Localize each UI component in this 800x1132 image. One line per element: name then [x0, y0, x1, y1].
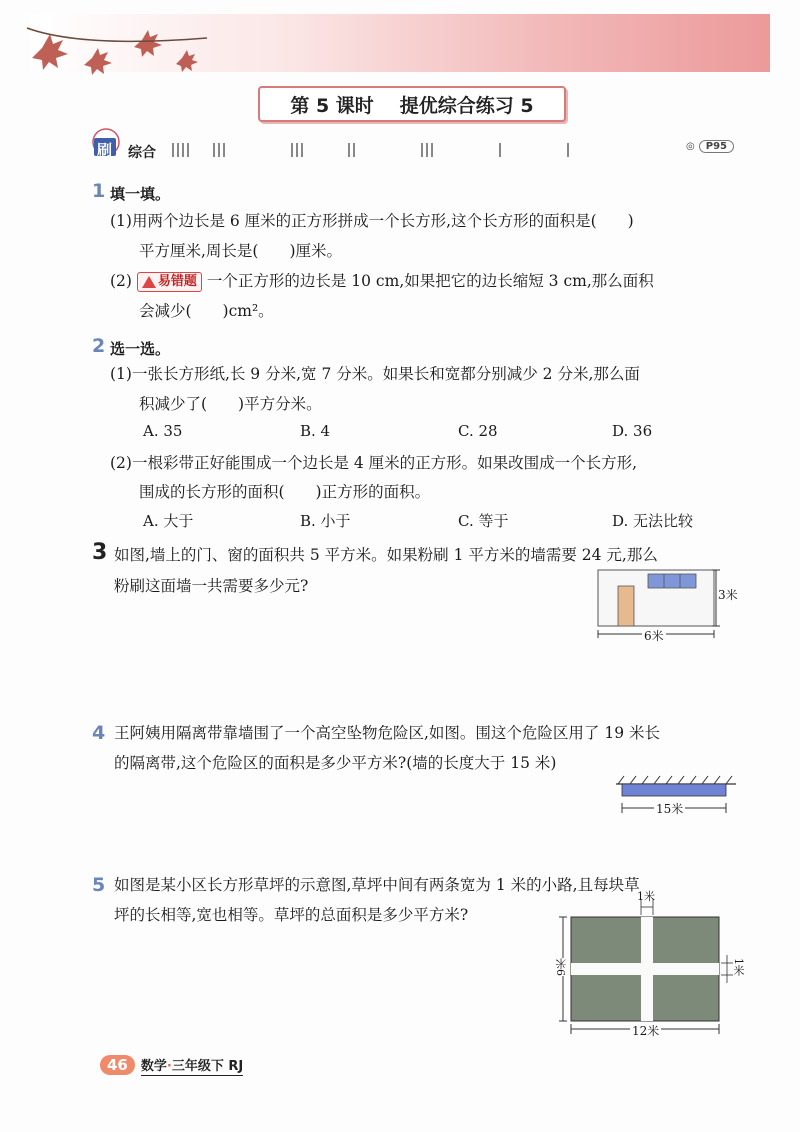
- q2-sub2-line2: 围成的长方形的面积( )正方形的面积。: [139, 483, 431, 501]
- book-icon: ◎: [686, 141, 695, 152]
- question-1-number: 1: [92, 180, 106, 202]
- q2-sub2-option-d: D. 无法比较: [612, 512, 694, 530]
- page-number: 46: [100, 1055, 135, 1075]
- question-4-number: 4: [92, 722, 106, 744]
- door-shape: [618, 586, 634, 626]
- path-right-width-label: 1米: [732, 958, 745, 976]
- q2-sub2-option-a: A. 大于: [143, 512, 194, 530]
- q1-sub2-line2: 会减少( )cm²。: [139, 302, 274, 320]
- wall-width-label: 6米: [644, 629, 664, 643]
- shua-icon-char: 刷: [97, 141, 113, 159]
- danger-zone-shape: [622, 784, 726, 796]
- grade-label: 三年级下: [171, 1058, 224, 1074]
- lawn-height-label: 9米: [555, 958, 568, 976]
- path-top-width-label: 1米: [637, 890, 655, 903]
- q2-sub1-option-c: C. 28: [458, 422, 498, 440]
- q1-sub2-text: 一个正方形的边长是 10 cm,如果把它的边长缩短 3 cm,那么面积: [206, 272, 654, 290]
- tick-marks-decoration: [172, 143, 569, 157]
- q1-sub2-prefix: (2): [110, 272, 132, 290]
- q4-line2: 的隔离带,这个危险区的面积是多少平方米?(墙的长度大于 15 米): [114, 754, 557, 772]
- section-label: 综合: [128, 145, 156, 161]
- horizontal-path: [571, 963, 719, 975]
- error-prone-badge: [137, 272, 202, 292]
- page-footer: [100, 1050, 243, 1080]
- warning-icon: [142, 276, 156, 288]
- edition-label: RJ: [228, 1058, 244, 1074]
- question-2-title: 选一选。: [110, 340, 171, 358]
- q2-sub2-line1: (2)一根彩带正好能围成一个边长是 4 厘米的正方形。如果改围成一个长方形,: [110, 454, 638, 472]
- lawn-width-label: 12米: [632, 1024, 660, 1038]
- answer-page-reference: [686, 140, 734, 153]
- lesson-title: [258, 86, 566, 122]
- q2-sub1-option-d: D. 36: [612, 422, 653, 440]
- danger-zone-width-label: 15米: [656, 802, 684, 816]
- q1-sub1-line2: 平方厘米,周长是( )厘米。: [139, 242, 343, 260]
- lesson-number: 第 5 课时: [290, 94, 374, 117]
- maple-leaves-decoration: [22, 18, 212, 88]
- q5-line2: 坪的长相等,宽也相等。草坪的总面积是多少平方米?: [114, 906, 469, 924]
- q2-sub1-option-b: B. 4: [300, 422, 331, 440]
- wall-diagram: [592, 566, 742, 650]
- question-5-number: 5: [92, 874, 106, 896]
- page-ref-label: P95: [699, 140, 734, 153]
- q3-line1: 如图,墙上的门、窗的面积共 5 平方米。如果粉刷 1 平方米的墙需要 24 元,那么: [114, 546, 658, 564]
- q2-sub1-option-a: A. 35: [143, 422, 183, 440]
- q2-sub1-line1: (1)一张长方形纸,长 9 分米,宽 7 分米。如果长和宽都分别减少 2 分米,那么面: [110, 365, 640, 383]
- q4-line1: 王阿姨用隔离带靠墙围了一个高空坠物危险区,如图。围这个危险区用了 19 米长: [114, 724, 661, 742]
- question-2-number: 2: [92, 335, 106, 357]
- wall-height-label: 3米: [718, 588, 738, 602]
- q2-sub2-option-c: C. 等于: [458, 512, 509, 530]
- q2-sub1-line2: 积减少了( )平方分米。: [139, 395, 322, 413]
- subject-label: 数学: [140, 1058, 167, 1074]
- footer-subject: 数学·三年级下 RJ: [141, 1055, 243, 1076]
- q3-line2: 粉刷这面墙一共需要多少元?: [114, 577, 309, 595]
- question-3-number: 3: [92, 540, 108, 565]
- lesson-name: 提优综合练习 5: [399, 94, 534, 117]
- question-1-title: 填一填。: [110, 185, 171, 203]
- lawn-diagram: [555, 895, 745, 1040]
- error-prone-label: 易错题: [157, 274, 197, 289]
- q1-sub1-line1: (1)用两个边长是 6 厘米的正方形拼成一个长方形,这个长方形的面积是( ): [110, 212, 634, 230]
- window-shape: [648, 574, 696, 588]
- q1-sub2-line1: [110, 270, 654, 292]
- q2-sub2-option-b: B. 小于: [300, 512, 351, 530]
- section-header: [90, 128, 740, 168]
- q5-line1: 如图是某小区长方形草坪的示意图,草坪中间有两条宽为 1 米的小路,且每块草: [114, 876, 640, 894]
